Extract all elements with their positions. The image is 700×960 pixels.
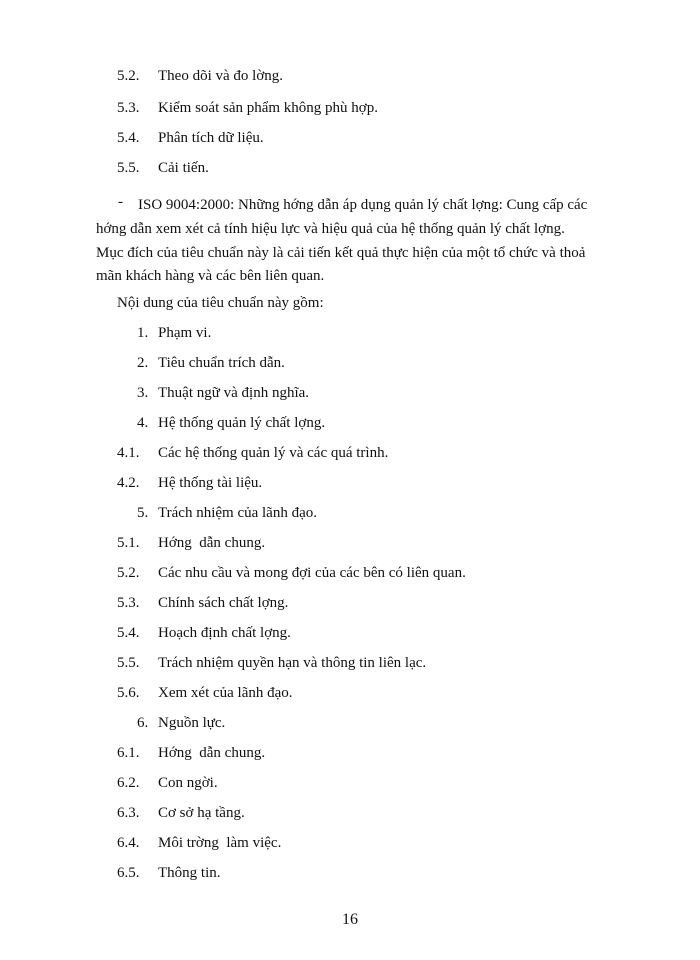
item-number: 5.5.: [117, 655, 140, 671]
item-text: Nguồn lực.: [158, 715, 226, 731]
paragraph-line: [96, 241, 641, 265]
item-text: Con ngời.: [158, 775, 218, 791]
paragraph-text: mãn khách hàng và các bên liên quan.: [96, 268, 325, 284]
item-text: Hệ thống tài liệu.: [158, 475, 263, 491]
item-text: Phạm vi.: [158, 325, 212, 341]
item-number: 5.1.: [117, 535, 140, 551]
item-text: Cơ sở hạ tầng.: [158, 805, 245, 821]
item-number: 1.: [137, 325, 149, 341]
item-text: Kiểm soát sản phẩm không phù hợp.: [158, 100, 378, 116]
item-number: 6.4.: [117, 835, 140, 851]
item-text: Môi trờng làm việc.: [158, 835, 282, 851]
item-text: Các nhu cầu và mong đợi của các bên có liên quan.: [158, 565, 466, 581]
item-number: 6.: [137, 715, 149, 731]
item-text: Theo dõi và đo lờng.: [158, 68, 283, 84]
item-text: Hớng dẫn chung.: [158, 535, 266, 551]
item-number: 6.2.: [117, 775, 140, 791]
item-number: 4.: [137, 415, 149, 431]
item-text: Chính sách chất lợng.: [158, 595, 289, 611]
paragraph-line: [96, 217, 641, 241]
item-text: Hoạch định chất lợng.: [158, 625, 291, 641]
item-number: 3.: [137, 385, 149, 401]
item-text: Các hệ thống quản lý và các quá trình.: [158, 445, 389, 461]
paragraph-line: [96, 264, 641, 288]
item-number: 6.3.: [117, 805, 140, 821]
item-text: Thông tin.: [158, 865, 221, 881]
item-number: 5.4.: [117, 625, 140, 641]
item-text: Phân tích dữ liệu.: [158, 130, 264, 146]
contents-intro: Nội dung của tiêu chuẩn này gồm:: [117, 295, 324, 311]
item-number: 4.2.: [117, 475, 140, 491]
bullet-marker: -: [118, 194, 123, 210]
page-number: 16: [342, 911, 358, 928]
paragraph-text: Mục đích của tiêu chuẩn này là cải tiến kết quả thực hiện của một tổ chức và thoả: [96, 245, 586, 261]
item-number: 5.2.: [117, 565, 140, 581]
item-text: Hớng dẫn chung.: [158, 745, 266, 761]
item-number: 5.3.: [117, 100, 140, 116]
item-number: 2.: [137, 355, 149, 371]
item-number: 5.3.: [117, 595, 140, 611]
item-number: 5.5.: [117, 160, 140, 176]
item-number: 5.: [137, 505, 149, 521]
item-number: 5.6.: [117, 685, 140, 701]
item-text: Hệ thống quản lý chất lợng.: [158, 415, 326, 431]
item-text: Cải tiến.: [158, 160, 209, 176]
item-number: 4.1.: [117, 445, 140, 461]
item-number: 5.2.: [117, 68, 140, 84]
item-text: Trách nhiệm quyền hạn và thông tin liên lạc.: [158, 655, 427, 671]
paragraph-text: ISO 9004:2000: Những hớng dẫn áp dụng quản lý chất lợng: Cung cấp các: [138, 197, 588, 213]
paragraph-text: hớng dẫn xem xét cả tính hiệu lực và hiệu quả của hệ thống quản lý chất lợng.: [96, 221, 565, 237]
item-number: 5.4.: [117, 130, 140, 146]
item-text: Tiêu chuẩn trích dẫn.: [158, 355, 285, 371]
item-text: Thuật ngữ và định nghĩa.: [158, 385, 310, 401]
item-text: Trách nhiệm của lãnh đạo.: [158, 505, 317, 521]
item-text: Xem xét của lãnh đạo.: [158, 685, 293, 701]
item-number: 6.5.: [117, 865, 140, 881]
item-number: 6.1.: [117, 745, 140, 761]
